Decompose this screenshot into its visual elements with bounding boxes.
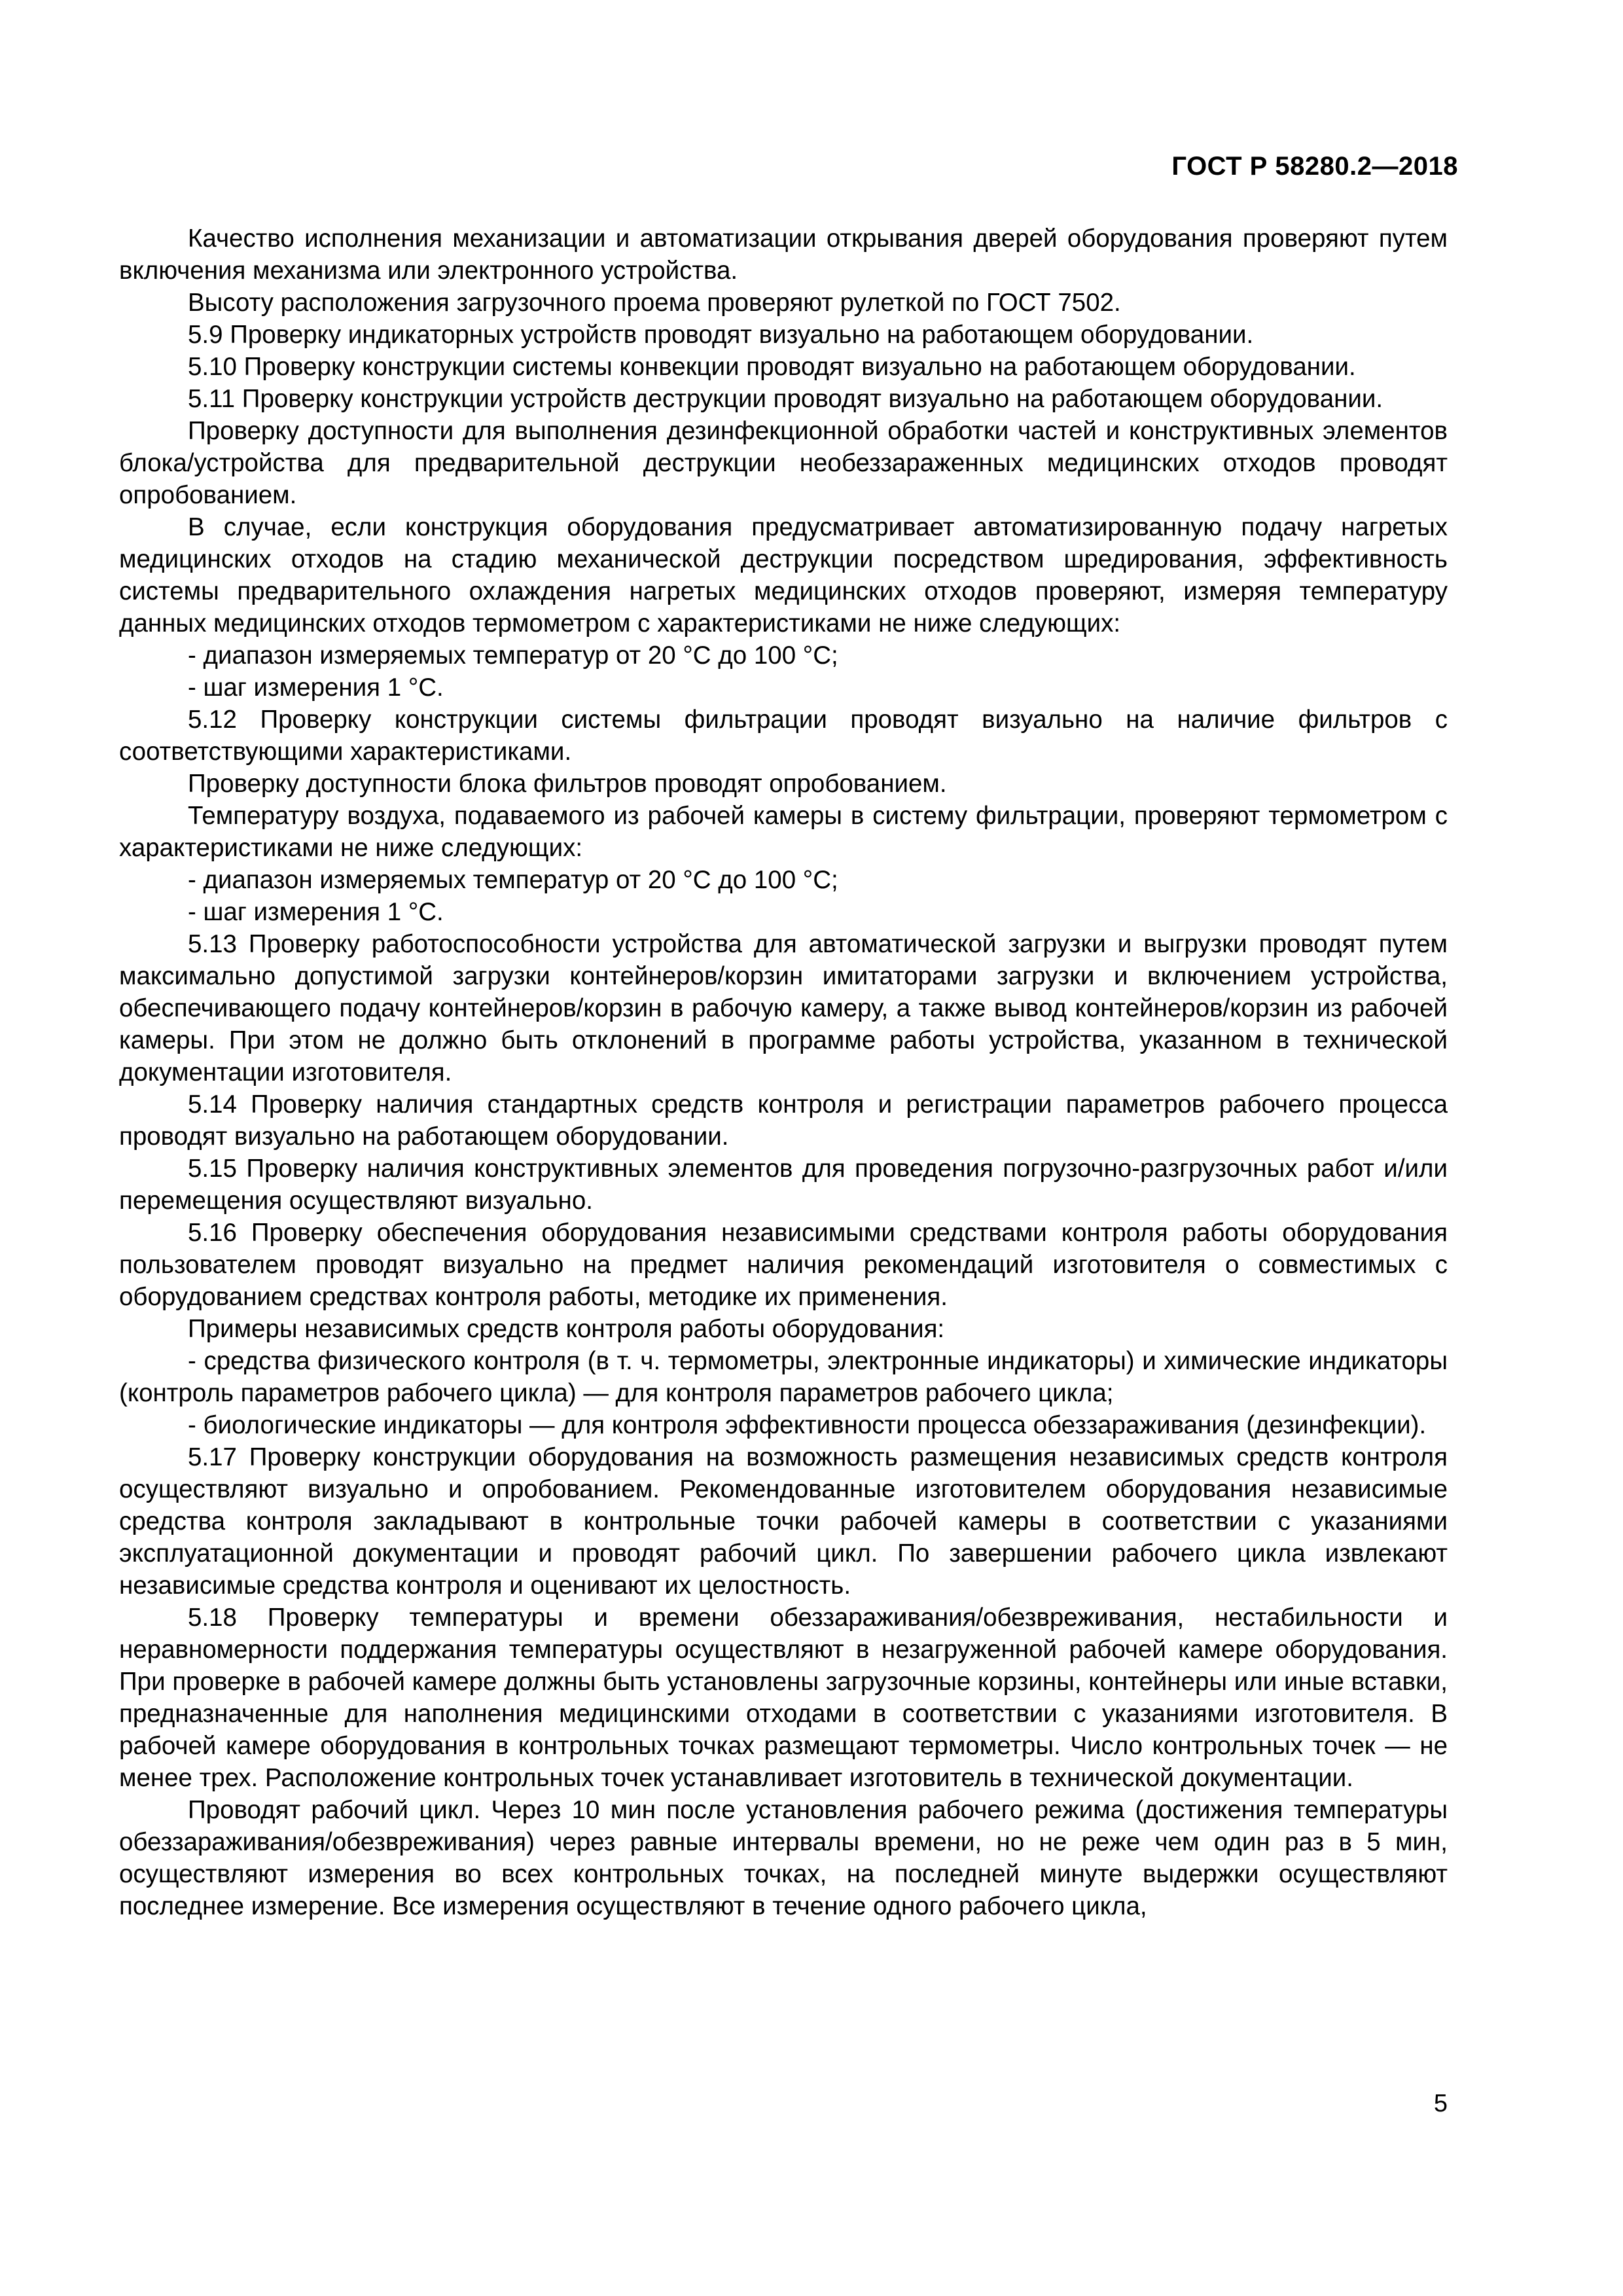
paragraph: Качество исполнения механизации и автоматизации открывания дверей оборудования проверяют путем включения механизма или электронного устройства.: [119, 224, 1448, 285]
page-number: 5: [1433, 2090, 1448, 2117]
paragraph: 5.14 Проверку наличия стандартных средств контроля и регистрации параметров рабочего процесса проводят визуально на работающем оборудовании.: [119, 1090, 1448, 1151]
list-item: - шаг измерения 1 °С.: [188, 898, 444, 926]
list-item: - шаг измерения 1 °С.: [188, 673, 444, 702]
paragraph: 5.16 Проверку обеспечения оборудования независимыми средствами контроля работы оборудования пользователем проводят визуально на предмет наличия рекомендаций изготовителя о совместимых с оборудованием средствах контроля работы, методике их применения.: [119, 1219, 1448, 1311]
paragraph: Проверку доступности для выполнения дезинфекционной обработки частей и конструктивных элементов блока/устройства для предварительной деструкции необеззараженных медицинских отходов проводят опробованием.: [119, 417, 1448, 509]
paragraph: 5.9 Проверку индикаторных устройств проводят визуально на работающем оборудовании.: [188, 321, 1254, 349]
paragraph: 5.17 Проверку конструкции оборудования на возможность размещения независимых средств контроля осуществляют визуально и опробованием. Рекомендованные изготовителем оборудования независимые средства контроля закладывают в контрольные точки рабочей камеры в соответствии с указаниями эксплуатационной документации и проводят рабочий цикл. По завершении рабочего цикла извлекают независимые средства контроля и оценивают их целостность.: [119, 1443, 1448, 1600]
paragraph: Температуру воздуха, подаваемого из рабочей камеры в систему фильтрации, проверяют термометром с характеристиками не ниже следующих:: [119, 802, 1448, 862]
paragraph: 5.10 Проверку конструкции системы конвекции проводят визуально на работающем оборудовании.: [188, 353, 1356, 381]
paragraph: Высоту расположения загрузочного проема проверяют рулеткой по ГОСТ 7502.: [188, 289, 1121, 317]
document-code-header: ГОСТ Р 58280.2—2018: [1171, 152, 1458, 181]
paragraph: В случае, если конструкция оборудования предусматривает автоматизированную подачу нагретых медицинских отходов на стадию механической деструкции посредством шредирования, эффективность системы предварительного охлаждения нагретых медицинских отходов проверяют, измеряя температуру данных медицинских отходов термометром с характеристиками не ниже следующих:: [119, 513, 1448, 637]
list-item: - биологические индикаторы — для контроля эффективности процесса обеззараживания (дезинфекции).: [188, 1411, 1427, 1439]
paragraph: 5.12 Проверку конструкции системы фильтрации проводят визуально на наличие фильтров с соответствующими характеристиками.: [119, 706, 1448, 766]
paragraph: Проводят рабочий цикл. Через 10 мин после установления рабочего режима (достижения температуры обеззараживания/обезвреживания) через равные интервалы времени, но не реже чем один раз в 5 мин, осуществляют измерения во всех контрольных точках, на последней минуте выдержки осуществляют последнее измерение. Все измерения осуществляют в течение одного рабочего цикла,: [119, 1796, 1448, 1920]
paragraph: 5.15 Проверку наличия конструктивных элементов для проведения погрузочно-разгрузочных работ и/или перемещения осуществляют визуально.: [119, 1155, 1448, 1215]
document-body: [119, 223, 1448, 1922]
paragraph: 5.11 Проверку конструкции устройств деструкции проводят визуально на работающем оборудовании.: [188, 385, 1383, 413]
list-item: - средства физического контроля (в т. ч. термометры, электронные индикаторы) и химические индикаторы (контроль параметров рабочего цикла) — для контроля параметров рабочего цикла;: [119, 1347, 1448, 1407]
list-item: - диапазон измеряемых температур от 20 °С до 100 °С;: [188, 866, 838, 894]
paragraph: Проверку доступности блока фильтров проводят опробованием.: [188, 770, 947, 798]
list-item: - диапазон измеряемых температур от 20 °С до 100 °С;: [188, 641, 838, 670]
paragraph: Примеры независимых средств контроля работы оборудования:: [188, 1315, 945, 1343]
paragraph: 5.18 Проверку температуры и времени обеззараживания/обезвреживания, нестабильности и неравномерности поддержания температуры осуществляют в незагруженной рабочей камере оборудования. При проверке в рабочей камере должны быть установлены загрузочные корзины, контейнеры или иные вставки, предназначенные для наполнения медицинскими отходами в соответствии с указаниями изготовителя. В рабочей камере оборудования в контрольных точках размещают термометры. Число контрольных точек — не менее трех. Расположение контрольных точек устанавливает изготовитель в технической документации.: [119, 1604, 1448, 1792]
paragraph: 5.13 Проверку работоспособности устройства для автоматической загрузки и выгрузки проводят путем максимально допустимой загрузки контейнеров/корзин имитаторами загрузки и включением устройства, обеспечивающего подачу контейнеров/корзин в рабочую камеру, а также вывод контейнеров/корзин из рабочей камеры. При этом не должно быть отклонений в программе работы устройства, указанном в технической документации изготовителя.: [119, 930, 1448, 1086]
